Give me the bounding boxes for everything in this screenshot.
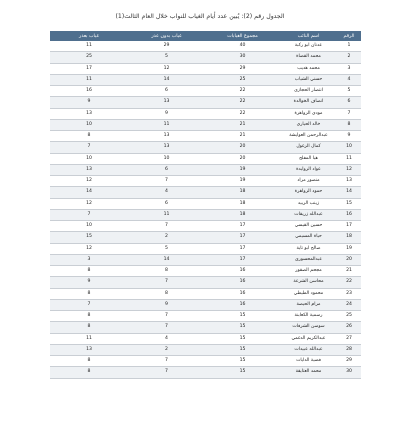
cell-total: 21 [205, 119, 280, 130]
cell-unexcused: 6 [128, 198, 205, 209]
cell-name: حسني الشياب [280, 74, 337, 85]
cell-excused: 12 [50, 243, 128, 254]
cell-excused: 13 [50, 344, 128, 355]
cell-name: انتصار الحجازي [280, 86, 337, 97]
header-unexcused: غياب بدون عذر [128, 31, 205, 41]
cell-unexcused: 9 [128, 299, 205, 310]
cell-excused: 13 [50, 108, 128, 119]
table-row [50, 344, 361, 355]
cell-index: 23 [337, 288, 361, 299]
table-row [50, 97, 361, 108]
cell-total: 20 [205, 142, 280, 153]
cell-index: 2 [337, 52, 361, 63]
table-row [50, 52, 361, 63]
cell-total: 40 [205, 41, 280, 52]
cell-name: زينب الزبيد [280, 198, 337, 209]
cell-name: منصور مراد [280, 176, 337, 187]
cell-name: عبدالرحمن العوايشة [280, 131, 337, 142]
cell-unexcused: 4 [128, 333, 205, 344]
cell-excused: 13 [50, 164, 128, 175]
cell-index: 8 [337, 119, 361, 130]
cell-index: 13 [337, 176, 361, 187]
cell-total: 22 [205, 86, 280, 97]
cell-total: 29 [205, 63, 280, 74]
table-row [50, 333, 361, 344]
cell-excused: 14 [50, 187, 128, 198]
table-header-row [50, 31, 361, 41]
cell-unexcused: 12 [128, 63, 205, 74]
table-title: الجدول رقم (2): يُبين عدد أيام الغياب للنواب خلال العام الثالث(1) [115, 13, 285, 20]
cell-unexcused: 5 [128, 52, 205, 63]
cell-excused: 7 [50, 142, 128, 153]
cell-excused: 11 [50, 41, 128, 52]
cell-unexcused: 7 [128, 367, 205, 378]
cell-index: 20 [337, 254, 361, 265]
cell-excused: 9 [50, 97, 128, 108]
cell-excused: 3 [50, 254, 128, 265]
absence-table [50, 31, 361, 379]
cell-total: 15 [205, 311, 280, 322]
table-row [50, 108, 361, 119]
cell-unexcused: 7 [128, 221, 205, 232]
table-row [50, 232, 361, 243]
cell-total: 17 [205, 243, 280, 254]
cell-unexcused: 2 [128, 232, 205, 243]
cell-total: 15 [205, 344, 280, 355]
cell-name: محمد القضاة [280, 52, 337, 63]
cell-unexcused: 9 [128, 108, 205, 119]
cell-unexcused: 4 [128, 187, 205, 198]
table-row [50, 277, 361, 288]
cell-name: عبدالله عبيدات [280, 344, 337, 355]
cell-name: صالح ابو تاية [280, 243, 337, 254]
cell-index: 17 [337, 221, 361, 232]
cell-name: مودي الزواهرة [280, 108, 337, 119]
cell-index: 14 [337, 187, 361, 198]
table-row [50, 74, 361, 85]
cell-index: 26 [337, 322, 361, 333]
cell-name: عبدالمحسورى [280, 254, 337, 265]
cell-excused: 8 [50, 288, 128, 299]
cell-excused: 9 [50, 277, 128, 288]
cell-total: 15 [205, 322, 280, 333]
cell-name: محمد العتايقة [280, 367, 337, 378]
cell-total: 30 [205, 52, 280, 63]
cell-excused: 17 [50, 63, 128, 74]
cell-unexcused: 11 [128, 119, 205, 130]
table-row [50, 198, 361, 209]
cell-unexcused: 7 [128, 356, 205, 367]
cell-unexcused: 10 [128, 153, 205, 164]
cell-unexcused: 8 [128, 266, 205, 277]
cell-name: سوسن الشرفات [280, 322, 337, 333]
table-row [50, 41, 361, 52]
cell-name: محمد هديب [280, 63, 337, 74]
cell-index: 21 [337, 266, 361, 277]
header-name: اسم النائب [280, 31, 337, 41]
cell-unexcused: 13 [128, 97, 205, 108]
cell-index: 6 [337, 97, 361, 108]
table-row [50, 266, 361, 277]
table-row [50, 142, 361, 153]
cell-unexcused: 2 [128, 344, 205, 355]
cell-total: 16 [205, 266, 280, 277]
cell-total: 17 [205, 254, 280, 265]
cell-unexcused: 6 [128, 86, 205, 97]
cell-excused: 12 [50, 198, 128, 209]
cell-index: 11 [337, 153, 361, 164]
cell-excused: 8 [50, 322, 128, 333]
cell-total: 16 [205, 277, 280, 288]
cell-index: 30 [337, 367, 361, 378]
cell-index: 28 [337, 344, 361, 355]
cell-total: 17 [205, 232, 280, 243]
cell-total: 22 [205, 97, 280, 108]
table-row [50, 187, 361, 198]
cell-excused: 8 [50, 311, 128, 322]
cell-excused: 10 [50, 221, 128, 232]
cell-name: مرام الحيصة [280, 299, 337, 310]
cell-index: 25 [337, 311, 361, 322]
cell-total: 18 [205, 209, 280, 220]
table-row [50, 254, 361, 265]
cell-excused: 11 [50, 333, 128, 344]
cell-total: 16 [205, 288, 280, 299]
cell-index: 12 [337, 164, 361, 175]
cell-total: 15 [205, 333, 280, 344]
cell-name: عبدالكريم الدغمي [280, 333, 337, 344]
cell-name: كمال الزغول [280, 142, 337, 153]
cell-total: 19 [205, 176, 280, 187]
cell-unexcused: 8 [128, 288, 205, 299]
cell-index: 1 [337, 41, 361, 52]
cell-name: حسين القيسي [280, 221, 337, 232]
cell-excused: 8 [50, 266, 128, 277]
cell-total: 15 [205, 367, 280, 378]
cell-unexcused: 6 [128, 164, 205, 175]
cell-total: 17 [205, 221, 280, 232]
cell-total: 18 [205, 187, 280, 198]
cell-excused: 7 [50, 299, 128, 310]
table-row [50, 243, 361, 254]
table-row [50, 209, 361, 220]
cell-name: رسمية الكعابنة [280, 311, 337, 322]
cell-excused: 25 [50, 52, 128, 63]
table-row [50, 221, 361, 232]
cell-total: 16 [205, 299, 280, 310]
cell-unexcused: 11 [128, 209, 205, 220]
table-row [50, 164, 361, 175]
cell-name: محمود الطيطي [280, 288, 337, 299]
cell-excused: 10 [50, 119, 128, 130]
table-row [50, 176, 361, 187]
cell-total: 21 [205, 131, 280, 142]
cell-name: محاسن الشرعة [280, 277, 337, 288]
cell-index: 3 [337, 63, 361, 74]
cell-index: 27 [337, 333, 361, 344]
cell-index: 15 [337, 198, 361, 209]
table-row [50, 153, 361, 164]
cell-name: هيا المفلح [280, 153, 337, 164]
table-row [50, 311, 361, 322]
cell-index: 7 [337, 108, 361, 119]
cell-index: 19 [337, 243, 361, 254]
cell-index: 5 [337, 86, 361, 97]
table-row [50, 119, 361, 130]
cell-unexcused: 7 [128, 322, 205, 333]
cell-excused: 12 [50, 176, 128, 187]
table-row [50, 299, 361, 310]
cell-excused: 11 [50, 74, 128, 85]
cell-total: 15 [205, 356, 280, 367]
cell-name: عدنان ابو ركبة [280, 41, 337, 52]
header-total: مجموع الغيابات [205, 31, 280, 41]
cell-name: فضية الدايات [280, 356, 337, 367]
cell-total: 20 [205, 153, 280, 164]
cell-name: مجحم الصقور [280, 266, 337, 277]
cell-unexcused: 7 [128, 277, 205, 288]
cell-excused: 8 [50, 367, 128, 378]
cell-unexcused: 14 [128, 74, 205, 85]
cell-total: 25 [205, 74, 280, 85]
cell-unexcused: 5 [128, 243, 205, 254]
cell-unexcused: 14 [128, 254, 205, 265]
cell-name: عواد الزوايدة [280, 164, 337, 175]
cell-unexcused: 13 [128, 131, 205, 142]
table-row [50, 131, 361, 142]
cell-unexcused: 29 [128, 41, 205, 52]
cell-unexcused: 7 [128, 176, 205, 187]
cell-index: 18 [337, 232, 361, 243]
cell-index: 10 [337, 142, 361, 153]
cell-index: 16 [337, 209, 361, 220]
cell-name: حياة المسيمي [280, 232, 337, 243]
header-excused: غياب بعذر [50, 31, 128, 41]
cell-index: 24 [337, 299, 361, 310]
cell-total: 19 [205, 164, 280, 175]
cell-total: 18 [205, 198, 280, 209]
cell-index: 9 [337, 131, 361, 142]
cell-excused: 16 [50, 86, 128, 97]
table-row [50, 322, 361, 333]
table-row [50, 367, 361, 378]
table-row [50, 288, 361, 299]
cell-index: 22 [337, 277, 361, 288]
cell-name: انصاف الخوالدة [280, 97, 337, 108]
cell-index: 4 [337, 74, 361, 85]
cell-name: حمود الزواهرة [280, 187, 337, 198]
cell-unexcused: 13 [128, 142, 205, 153]
cell-name: عبدالله زريقات [280, 209, 337, 220]
cell-excused: 15 [50, 232, 128, 243]
cell-total: 22 [205, 108, 280, 119]
header-index: الرقم [337, 31, 361, 41]
cell-unexcused: 7 [128, 311, 205, 322]
cell-excused: 7 [50, 209, 128, 220]
cell-excused: 10 [50, 153, 128, 164]
cell-name: خالد الحياري [280, 119, 337, 130]
cell-index: 29 [337, 356, 361, 367]
table-row [50, 356, 361, 367]
cell-excused: 8 [50, 131, 128, 142]
table-row [50, 63, 361, 74]
table-row [50, 86, 361, 97]
cell-excused: 8 [50, 356, 128, 367]
